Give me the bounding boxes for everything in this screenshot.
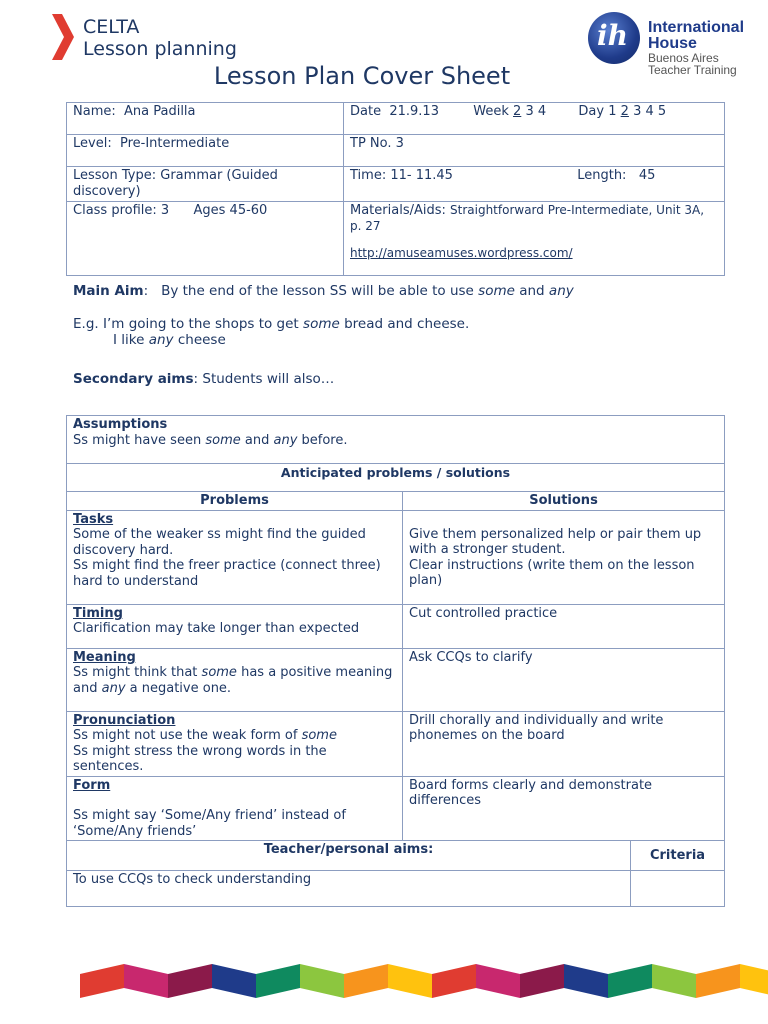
tasks-problem-2: Ss might find the freer practice (connect three) hard to understand xyxy=(73,558,381,589)
secondary-aims xyxy=(73,371,733,388)
form-solution-cell xyxy=(403,776,725,841)
lesson-planning-label: Lesson planning xyxy=(83,38,237,60)
zigzag-segment xyxy=(696,964,740,998)
name-value: Ana Padilla xyxy=(124,104,196,119)
logo-name xyxy=(648,20,744,52)
assumptions-some: some xyxy=(205,432,241,448)
pronunciation-problem-2: Ss might stress the wrong words in the sentences. xyxy=(73,743,327,774)
example-1-some: some xyxy=(303,315,340,332)
aims-section xyxy=(73,283,733,387)
length-label: Length: xyxy=(577,168,627,183)
anticipated-problems-heading: Anticipated problems / solutions xyxy=(67,464,725,492)
lesson-type-cell xyxy=(67,167,344,202)
meaning-problem-text: Ss might think that xyxy=(73,665,198,680)
timing-solution-cell xyxy=(403,604,725,648)
example-2-any: any xyxy=(148,332,174,348)
form-solution-1: Board forms clearly and demonstrate differences xyxy=(409,777,653,808)
logo-line-4: Teacher Training xyxy=(648,63,737,77)
cover-info-table xyxy=(66,102,725,276)
timing-solution-1: Cut controlled practice xyxy=(409,605,558,621)
week-option-3: 3 xyxy=(525,104,534,119)
pronunciation-label: Pronunciation xyxy=(73,712,176,728)
assumptions-text: Ss might have seen xyxy=(73,432,202,448)
zigzag-segment xyxy=(256,964,300,998)
week-label: Week xyxy=(473,104,509,119)
zigzag-segment xyxy=(212,964,256,998)
example-2-text: I like xyxy=(113,332,145,348)
tasks-solution-2: Clear instructions (write them on the lesson plan) xyxy=(409,557,695,588)
secondary-aims-label: Secondary aims xyxy=(73,370,194,387)
materials-value: Straightforward Pre-Intermediate, Unit 3A, p. 27 xyxy=(350,203,705,233)
tp-value: 3 xyxy=(395,136,404,151)
zigzag-segment xyxy=(520,964,564,998)
meaning-problem-some: some xyxy=(201,665,237,680)
pronunciation-problem-cell xyxy=(67,711,403,776)
form-problem-1: Ss might say ‘Some/Any friend’ instead of ‘Some/Any friends’ xyxy=(73,808,346,839)
level-cell xyxy=(67,135,344,167)
day-option-4: 4 xyxy=(645,104,654,119)
international-house-logo xyxy=(588,12,758,78)
pronunciation-problem-1: Ss might not use the weak form of xyxy=(73,728,298,743)
tasks-problem-1: Some of the weaker ss might find the guided discovery hard. xyxy=(73,527,366,558)
materials-label: Materials/Aids: xyxy=(350,203,446,218)
example-line-1 xyxy=(73,316,733,333)
tasks-problem-cell xyxy=(67,510,403,604)
materials-cell xyxy=(344,202,725,276)
assumptions-any: any xyxy=(273,432,298,448)
length-value: 45 xyxy=(638,168,656,183)
timing-problem-1: Clarification may take longer than expected xyxy=(73,621,360,636)
pronunciation-problem-some: some xyxy=(301,728,337,743)
tasks-solution-1: Give them personalized help or pair them up with a stronger student. xyxy=(409,526,702,557)
tp-cell xyxy=(344,135,725,167)
main-aim-some: some xyxy=(478,283,515,299)
level-label: Level: xyxy=(73,136,112,151)
logo-line-1: International xyxy=(648,19,745,36)
assumptions-end: before. xyxy=(301,432,348,448)
meaning-problem-end: a negative one. xyxy=(129,680,232,696)
pronunciation-solution-1: Drill chorally and individually and write phonemes on the board xyxy=(409,712,664,743)
date-value: 21.9.13 xyxy=(389,104,439,119)
name-cell xyxy=(67,103,344,135)
meaning-solution-1: Ask CCQs to clarify xyxy=(409,649,533,665)
zigzag-segment xyxy=(608,964,652,998)
zigzag-segment xyxy=(652,964,696,998)
celta-chevron-logo xyxy=(52,14,74,60)
materials-link[interactable]: http://amuseamuses.wordpress.com/ xyxy=(350,246,573,260)
ages-label: Ages xyxy=(193,203,226,218)
problems-column-header: Problems xyxy=(67,492,403,511)
meaning-solution-cell xyxy=(403,648,725,711)
zigzag-segment xyxy=(564,964,608,998)
timing-label: Timing xyxy=(73,605,123,621)
zigzag-segment xyxy=(300,964,344,998)
zigzag-segment xyxy=(388,964,432,998)
zigzag-segment xyxy=(432,964,476,998)
main-aim-text: By the end of the lesson SS will be able to use xyxy=(161,283,474,299)
teacher-personal-aims-value: To use CCQs to check understanding xyxy=(67,871,631,907)
class-profile-cell xyxy=(67,202,344,276)
logo-line-2: House xyxy=(648,35,697,52)
main-aim-label: Main Aim xyxy=(73,283,144,299)
main-aim-and: and xyxy=(519,283,545,299)
meaning-problem-any: any xyxy=(101,680,126,696)
zigzag-segment xyxy=(168,964,212,998)
example-line-2 xyxy=(73,332,733,349)
meaning-problem-cell xyxy=(67,648,403,711)
form-problem-cell xyxy=(67,776,403,841)
celta-label: CELTA xyxy=(83,16,140,38)
tasks-solution-cell xyxy=(403,510,725,604)
example-2-end: cheese xyxy=(177,332,226,348)
day-option-2: 2 xyxy=(620,104,629,119)
date-week-day-cell xyxy=(344,103,725,135)
zigzag-segment xyxy=(124,964,168,998)
zigzag-footer-decoration xyxy=(80,960,768,1004)
day-option-5: 5 xyxy=(657,104,667,119)
day-option-3: 3 xyxy=(633,104,642,119)
tasks-label: Tasks xyxy=(73,511,114,527)
zigzag-segment xyxy=(740,964,768,998)
assumptions-cell xyxy=(67,416,725,464)
solutions-column-header: Solutions xyxy=(403,492,725,511)
main-aim-any: any xyxy=(548,283,574,299)
meaning-label: Meaning xyxy=(73,649,136,665)
level-value: Pre-Intermediate xyxy=(119,136,230,151)
assumptions-label: Assumptions xyxy=(73,417,168,432)
form-label: Form xyxy=(73,777,111,793)
example-1-end: bread and cheese. xyxy=(344,315,470,332)
week-option-2: 2 xyxy=(513,104,522,119)
zigzag-segment xyxy=(476,964,520,998)
example-1-text: E.g. I’m going to the shops to get xyxy=(73,315,299,332)
time-label: Time: xyxy=(350,168,387,183)
ages-value: 45-60 xyxy=(229,203,268,218)
ih-mark: ih xyxy=(597,19,628,52)
assumptions-and: and xyxy=(244,432,270,448)
zigzag-segment xyxy=(80,964,124,998)
lesson-type-value: Grammar (Guided discovery) xyxy=(73,168,278,199)
secondary-aims-value: : Students will also… xyxy=(193,370,335,387)
week-option-4: 4 xyxy=(537,104,547,119)
main-aim: Main Aim: By the end of the lesson SS will be able to use some and any xyxy=(73,283,574,299)
criteria-value xyxy=(631,871,725,907)
timing-problem-cell xyxy=(67,604,403,648)
pronunciation-solution-cell xyxy=(403,711,725,776)
logo-line-3: Buenos Aires xyxy=(648,51,719,65)
criteria-heading: Criteria xyxy=(631,841,725,871)
name-label: Name: xyxy=(73,104,116,119)
celta-heading xyxy=(83,16,237,60)
date-label: Date xyxy=(350,104,382,119)
time-value: 11- 11.45 xyxy=(390,168,453,183)
day-label: Day xyxy=(578,104,605,119)
day-option-1: 1 xyxy=(608,104,617,119)
page-title: Lesson Plan Cover Sheet xyxy=(213,62,511,90)
problems-table xyxy=(66,415,725,907)
lesson-type-label: Lesson Type: xyxy=(73,168,157,183)
tp-label: TP No. xyxy=(350,136,392,151)
meaning-problem-mid: has a positive meaning and xyxy=(73,665,393,696)
class-profile-label: Class profile: xyxy=(73,203,157,218)
class-profile-value: 3 xyxy=(160,203,170,218)
zigzag-segment xyxy=(344,964,388,998)
teacher-personal-aims-heading: Teacher/personal aims: xyxy=(67,841,631,871)
time-length-cell xyxy=(344,167,725,202)
logo-subtitle xyxy=(648,52,737,76)
